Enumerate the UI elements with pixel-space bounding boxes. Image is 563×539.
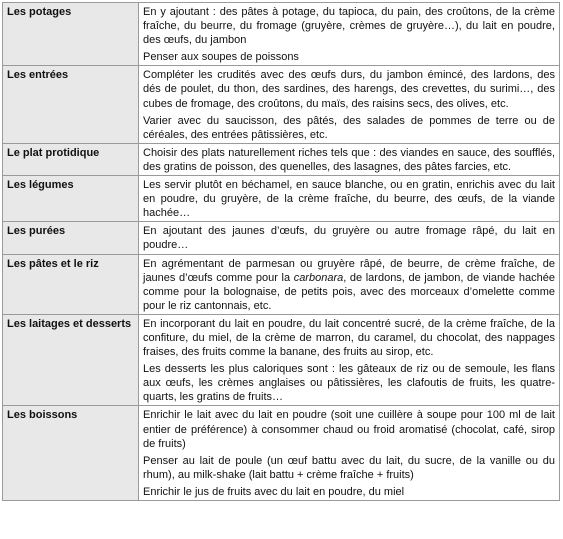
description-text: En agrémentant de parmesan ou gruyère râpé, de beurre, de crème fraîche, de jaunes d’œufs comme pour la xyxy=(143,257,555,284)
table-row xyxy=(3,254,560,314)
category-cell: Les boissons xyxy=(3,406,139,501)
description-paragraph: En ajoutant des jaunes d’œufs, du gruyère ou autre fromage râpé, du lait en poudre… xyxy=(143,225,555,252)
table-row xyxy=(3,176,560,222)
description-paragraph: En y ajoutant : des pâtes à potage, du tapioca, du pain, des croûtons, de la crème fraîche, du beurre, du fromage (gruyère, crèmes de gruyère…), du lait en poudre, des œufs, du jambon xyxy=(143,6,555,47)
category-cell: Les potages xyxy=(3,3,139,66)
table-row xyxy=(3,143,560,175)
category-cell: Les pâtes et le riz xyxy=(3,254,139,314)
description-paragraph: Penser au lait de poule (un œuf battu avec du lait, du sucre, de la vanille ou du rhum), au milk-shake (lait battu + crème fraîche + fruits) xyxy=(143,454,555,481)
italic-term: carbonara xyxy=(293,271,344,284)
description-cell xyxy=(139,254,560,314)
description-paragraph: Les servir plutôt en béchamel, en sauce blanche, ou en gratin, enrichis avec du lait en poudre, du gruyère, de la crème fraîche, du beurre, des œufs, de la viande hachée… xyxy=(143,179,555,220)
category-cell: Les purées xyxy=(3,222,139,254)
category-cell: Les légumes xyxy=(3,176,139,222)
food-enrichment-table xyxy=(2,2,560,501)
description-cell xyxy=(139,66,560,143)
description-paragraph: Enrichir le lait avec du lait en poudre (soit une cuillère à soupe pour 100 ml de lait entier de préférence) à consommer chaud ou froid aromatisé (chocolat, café, sirop de fruits) xyxy=(143,409,555,450)
description-paragraph: Compléter les crudités avec des œufs durs, du jambon émincé, des lardons, des dés de poulet, du thon, des sardines, des harengs, des crevettes, du surimi…, des cubes de fromage, des croûtons, du maïs, des raisins secs, des olives, etc. xyxy=(143,69,555,110)
description-paragraph: En incorporant du lait en poudre, du lait concentré sucré, de la crème fraîche, de la confiture, du miel, de la crème de marron, du caramel, du chocolat, des nappages fraises, des fruits comme la banane, des fruits au sirop, etc. xyxy=(143,317,555,359)
description-paragraph xyxy=(143,257,555,313)
table-row xyxy=(3,3,560,66)
description-cell xyxy=(139,314,560,406)
table-row xyxy=(3,406,560,501)
description-cell xyxy=(139,406,560,501)
description-cell xyxy=(139,222,560,254)
description-paragraph: Penser aux soupes de poissons xyxy=(143,51,299,64)
description-paragraph: Enrichir le jus de fruits avec du lait en poudre, du miel xyxy=(143,485,405,498)
category-cell: Les laitages et desserts xyxy=(3,314,139,406)
description-cell xyxy=(139,143,560,175)
table-row xyxy=(3,66,560,143)
description-cell xyxy=(139,176,560,222)
table-row xyxy=(3,222,560,254)
table-row xyxy=(3,314,560,406)
description-text: , de lardons, de jambon, de viande hachée comme pour la bolognaise, de petits pois, avec des morceaux d’omelette comme pour le riz cantonnais, etc. xyxy=(143,271,555,312)
description-paragraph: Les desserts les plus caloriques sont : les gâteaux de riz ou de semoule, les flans aux œufs, les crèmes anglaises ou pâtissières, les clafoutis de fruits, les quatre-quarts, les gratins de fruits… xyxy=(143,363,555,404)
description-cell xyxy=(139,3,560,66)
description-paragraph: Choisir des plats naturellement riches tels que : des viandes en sauce, des soufflés, des gratins de poisson, des quenelles, des lasagnes, des pâtes farcies, etc. xyxy=(143,146,555,173)
category-cell: Le plat protidique xyxy=(3,143,139,175)
category-cell: Les entrées xyxy=(3,66,139,143)
description-paragraph: Varier avec du saucisson, des pâtés, des salades de pommes de terre ou de céréales, des entrées pâtissières, etc. xyxy=(143,114,555,141)
